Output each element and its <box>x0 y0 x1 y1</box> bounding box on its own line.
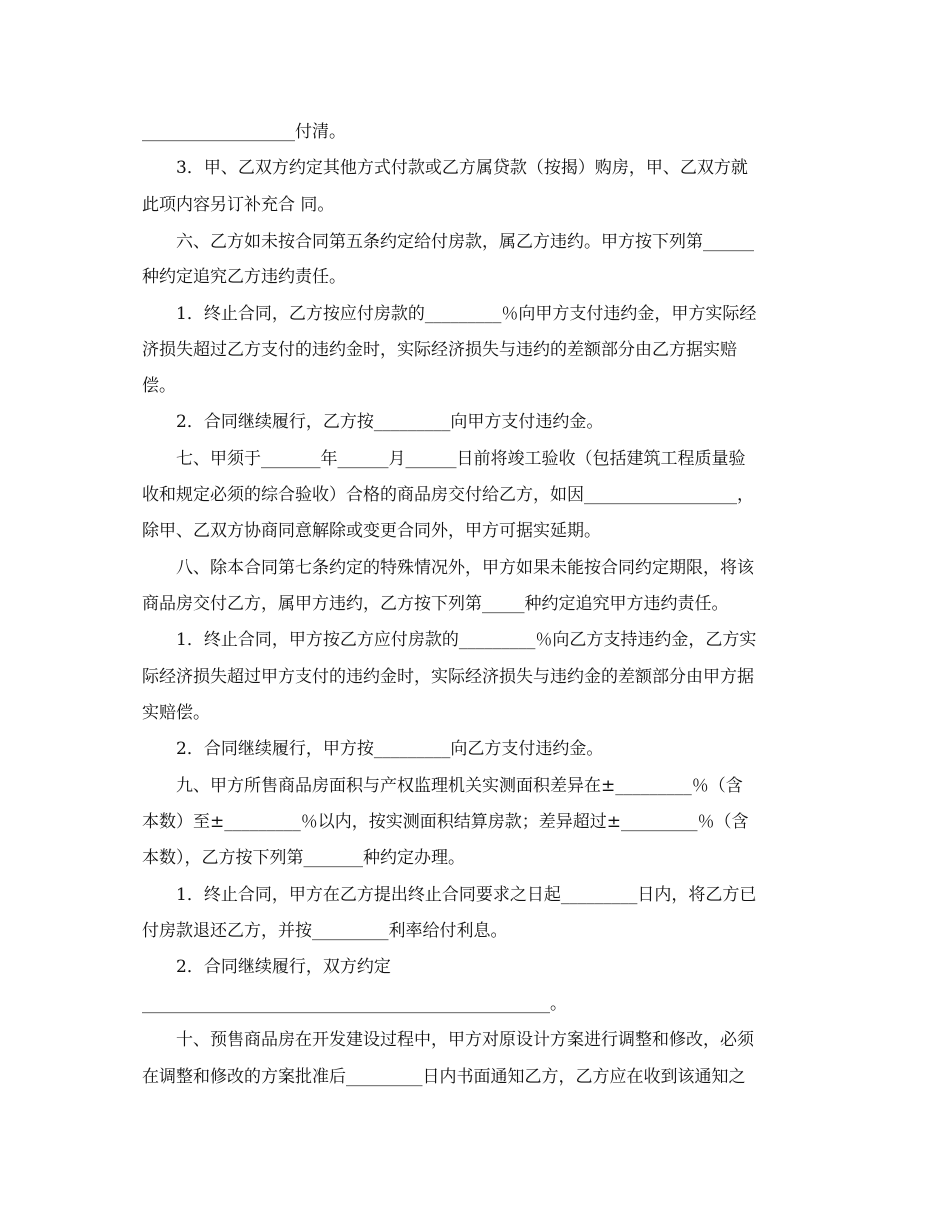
text-line-8: 偿。 <box>142 376 176 396</box>
text-line-13: 八、除本合同第七条约定的特殊情况外，甲方如果未能按合同约定期限，将该 <box>176 558 754 578</box>
text-line-16: 际经济损失超过甲方支付的违约金时，实际经济损失与违约金的差额部分由甲方据 <box>142 667 754 687</box>
text-line-23: 付房款退还乙方，并按_________利率给付利息。 <box>142 921 508 941</box>
text-line-9: 2．合同继续履行，乙方按_________向甲方支付违约金。 <box>176 412 604 432</box>
text-line-18: 2．合同继续履行，甲方按_________向乙方支付违约金。 <box>176 739 604 759</box>
text-line-11: 收和规定必须的综合验收）合格的商品房交付给乙方，如因__________________， <box>142 485 754 505</box>
text-line-21: 本数），乙方按下列第_______种约定办理。 <box>142 848 465 868</box>
text-line-24: 2．合同继续履行，双方约定 <box>176 957 391 977</box>
text-line-27: 在调整和修改的方案批准后_________日内书面通知乙方，乙方应在收到该通知之 <box>142 1067 746 1087</box>
text-line-22: 1．终止合同，甲方在乙方提出终止合同要求之日起_________日内，将乙方已 <box>176 885 757 905</box>
text-line-10: 七、甲须于_______年______月______日前将竣工验收（包括建筑工程质量验 <box>176 449 746 469</box>
text-line-17: 实赔偿。 <box>142 703 210 723</box>
text-line-3: 此项内容另订补充合 同。 <box>142 195 335 215</box>
text-line-25: ________________________________________________。 <box>142 994 567 1014</box>
text-line-15: 1．终止合同，甲方按乙方应付房款的_________％向乙方支持违约金，乙方实 <box>176 630 757 650</box>
text-line-6: 1．终止合同，乙方按应付房款的_________％向甲方支付违约金，甲方实际经 <box>176 304 757 324</box>
text-line-4: 六、乙方如未按合同第五条约定给付房款，属乙方违约。甲方按下列第______ <box>176 232 754 252</box>
text-line-7: 济损失超过乙方支付的违约金时，实际经济损失与违约的差额部分由乙方据实赔 <box>142 340 737 360</box>
text-line-2: 3．甲、乙双方约定其他方式付款或乙方属贷款（按揭）购房，甲、乙双方就 <box>176 158 748 178</box>
text-line-14: 商品房交付乙方，属甲方违约，乙方按下列第_____种约定追究甲方违约责任。 <box>142 594 729 614</box>
text-line-12: 除甲、乙双方协商同意解除或变更合同外，甲方可据实延期。 <box>142 521 601 541</box>
text-line-26: 十、预售商品房在开发建设过程中，甲方对原设计方案进行调整和修改，必须 <box>176 1030 754 1050</box>
text-line-19: 九、甲方所售商品房面积与产权监理机关实测面积差异在±_________％（含 <box>176 776 743 796</box>
text-line-5: 种约定追究乙方违约责任。 <box>142 267 346 287</box>
text-line-1: __________________付清。 <box>142 122 346 142</box>
text-line-20: 本数）至±_________％以内，按实测面积结算房款；差异超过±_________％（含 <box>142 812 749 832</box>
